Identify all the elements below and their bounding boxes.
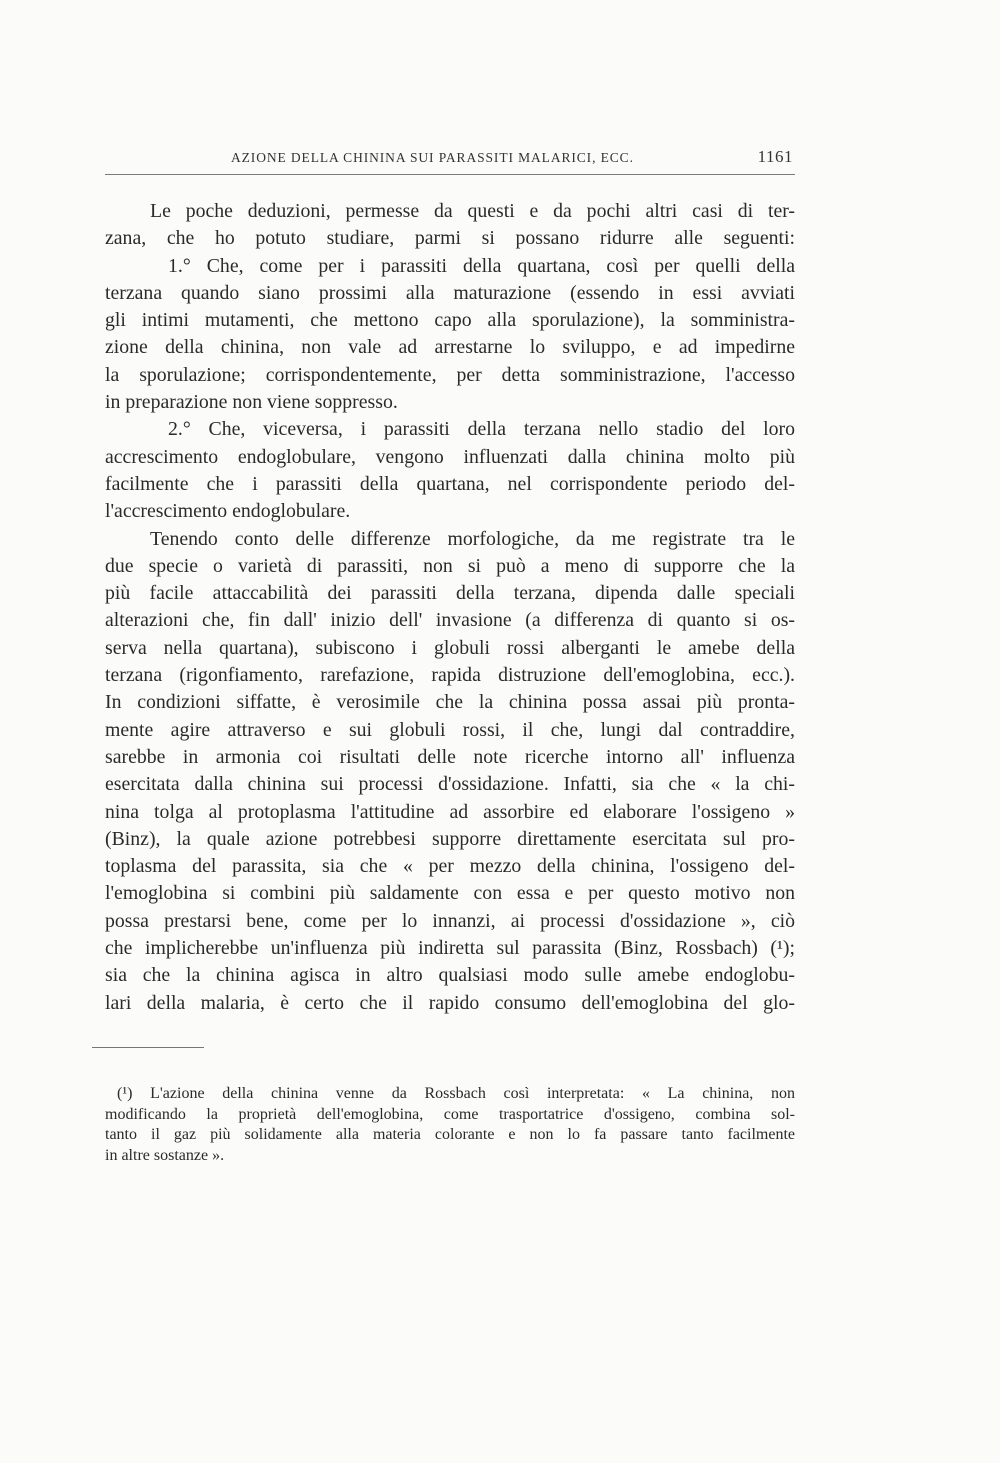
text-line: Le poche deduzioni, permesse da questi e da pochi altri casi di ter- [150,200,795,222]
text-line: possa prestarsi bene, come per lo innanzi, ai processi d'ossidazione », ciò [105,909,795,932]
page-number: 1161 [757,147,793,166]
footnote-line: tanto il gaz più solidamente alla materia colorante e non lo fa passare tanto facilmente [105,1126,795,1143]
footnote-rule [92,1047,204,1048]
text-line: sia che la chinina agisca in altro qualsiasi modo sulle amebe endoglobu- [105,964,795,987]
text-line: la sporulazione; corrispondentemente, per detta somministrazione, l'accesso [105,363,795,386]
page-header [105,141,795,177]
text-line: esercitata dalla chinina sui processi d'ossidazione. Infatti, sia che « la chi- [105,773,795,796]
text-line: nina tolga al protoplasma l'attitudine ad assorbire ed elaborare l'ossigeno » [105,800,795,823]
text-line: lari della malaria, è certo che il rapido consumo dell'emoglobina del glo- [105,991,795,1014]
text-line: zione della chinina, non vale ad arrestarne lo sviluppo, e ad impedirne [105,336,795,359]
text-line: accrescimento endoglobulare, vengono influenzati dalla chinina molto più [105,445,795,468]
text-line: Tenendo conto delle differenze morfologiche, da me registrate tra le [150,527,795,550]
main-text [105,198,795,1017]
text-line: facilmente che i parassiti della quartana, nel corrispondente periodo del- [105,472,795,495]
text-line: terzana quando siano prossimi alla maturazione (essendo in essi avviati [105,281,795,304]
text-line: che implicherebbe un'influenza più indiretta sul parassita (Binz, Rossbach) (¹); [105,937,795,960]
text-line: toplasma del parassita, sia che « per mezzo della chinina, l'ossigeno del- [105,855,795,878]
text-line: zana, che ho potuto studiare, parmi si possano ridurre alle seguenti: [105,227,795,250]
text-line: In condizioni siffatte, è verosimile che la chinina possa assai più pronta- [105,691,795,714]
header-rule [105,174,795,175]
text-line: terzana (rigonfiamento, rarefazione, rapida distruzione dell'emoglobina, ecc.). [105,664,795,687]
text-line: due specie o varietà di parassiti, non si può a meno di supporre che la [105,554,795,577]
footnote-line: modificando la proprietà dell'emoglobina, come trasportatrice d'ossigeno, combina sol- [105,1105,795,1123]
text-line: in preparazione non viene soppresso. [105,391,398,414]
text-line: mente agire attraverso e sui globuli rossi, il che, lungi dal contraddire, [105,718,795,741]
text-line: alterazioni che, fin dall' inizio dell' invasione (a differenza di quanto si os- [105,609,795,632]
text-line: più facile attaccabilità dei parassiti della terzana, dipenda dalle speciali [105,582,795,605]
running-title: AZIONE DELLA CHININA SUI PARASSITI MALARICI, ECC. [231,150,634,165]
footnote [105,1084,795,1166]
text-line: serva nella quartana), subiscono i globuli rossi alberganti le amebe della [105,636,795,659]
footnote-line: (¹) L'azione della chinina venne da Rossbach così interpretata: « La chinina, non [117,1085,795,1102]
footnote-line: in altre sostanze ». [105,1146,225,1164]
text-line: l'accrescimento endoglobulare. [105,500,351,523]
text-line: l'emoglobina si combini più saldamente con essa e per questo motivo non [105,882,795,905]
text-line: gli intimi mutamenti, che mettono capo alla sporulazione), la somministra- [105,309,795,332]
text-line: 1.° Che, come per i parassiti della quartana, così per quelli della [168,254,795,277]
text-line: sarebbe in armonia coi risultati delle note ricerche intorno all' influenza [105,745,795,768]
text-line: (Binz), la quale azione potrebbesi supporre direttamente esercitata sul pro- [105,827,795,850]
text-line: 2.° Che, viceversa, i parassiti della terzana nello stadio del loro [168,418,795,441]
